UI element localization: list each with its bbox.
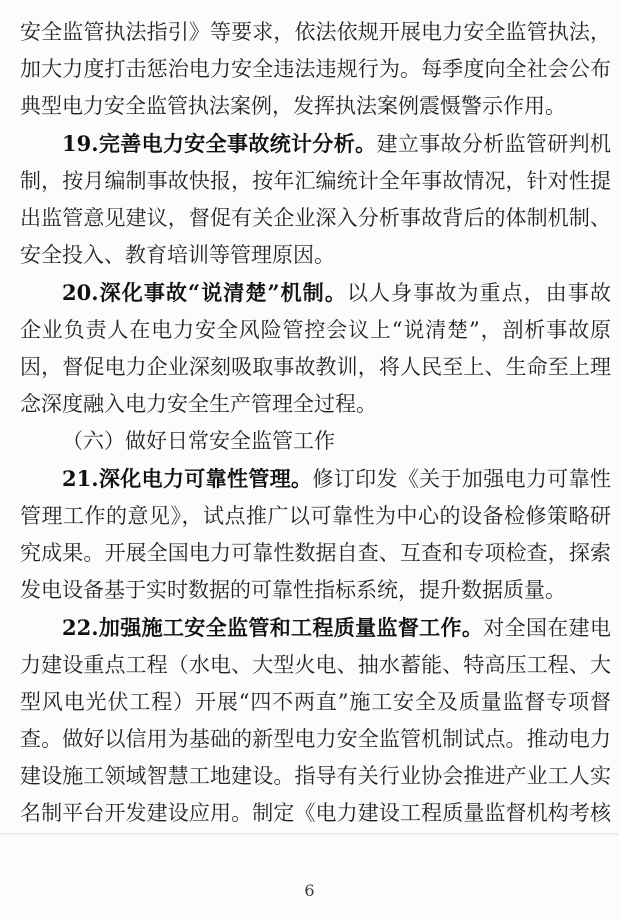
text-segment: 念深度融入电力安全生产管理全过程。 <box>20 392 377 416</box>
paragraph-item-21 <box>20 460 611 609</box>
item-21-heading: 21.深化电力可靠性管理。 <box>62 466 313 491</box>
text-segment: 型风电光伏工程）开展“四不两直”施工安全及质量监督专项督 <box>20 690 611 714</box>
text-segment: （六）做好日常安全监管工作 <box>62 429 335 453</box>
doc-line <box>20 349 611 386</box>
text-segment: 因，督促电力企业深刻吸取事故教训，将人民至上、生命至上理 <box>20 355 611 379</box>
doc-line <box>20 795 611 832</box>
doc-line <box>20 14 611 51</box>
doc-line <box>20 51 611 88</box>
page-body <box>20 14 611 832</box>
text-segment: 建立事故分析监管研判机 <box>376 132 611 156</box>
paragraph-item-22 <box>20 609 611 832</box>
doc-line <box>20 535 611 572</box>
doc-line <box>20 237 611 274</box>
text-segment: 查。做好以信用为基础的新型电力安全监管机制试点。推动电力 <box>20 727 611 751</box>
text-segment: 加大力度打击惩治电力安全违法违规行为。每季度向全社会公布 <box>20 57 611 81</box>
item-20-heading: 20.深化事故“说清楚”机制。 <box>62 280 347 305</box>
paragraph-18-continuation <box>20 14 611 125</box>
scan-artifact-line <box>0 833 619 835</box>
doc-line <box>20 609 611 647</box>
paragraph-item-19 <box>20 125 611 274</box>
doc-line <box>20 498 611 535</box>
text-segment: 修订印发《关于加强电力可靠性 <box>312 467 611 491</box>
text-segment: 力建设重点工程（水电、大型火电、抽水蓄能、特高压工程、大 <box>20 653 611 677</box>
doc-line <box>20 163 611 200</box>
doc-line <box>20 386 611 423</box>
doc-line <box>20 758 611 795</box>
text-segment: 名制平台开发建设应用。制定《电力建设工程质量监督机构考核 <box>20 801 611 825</box>
doc-line <box>20 572 611 609</box>
doc-line <box>20 274 611 312</box>
section-heading <box>20 423 611 460</box>
page-number: 6 <box>304 881 315 900</box>
text-segment: 制，按月编制事故快报，按年汇编统计全年事故情况，针对性提 <box>20 169 611 193</box>
doc-line <box>20 200 611 237</box>
item-22-heading: 22.加强施工安全监管和工程质量监督工作。 <box>62 615 484 640</box>
doc-line <box>20 721 611 758</box>
item-19-heading: 19.完善电力安全事故统计分析。 <box>62 131 377 156</box>
doc-line <box>20 312 611 349</box>
text-segment: 安全监管执法指引》等要求，依法依规开展电力安全监管执法， <box>20 20 611 44</box>
doc-line <box>20 88 611 125</box>
text-segment: 以人身事故为重点，由事故 <box>346 281 611 305</box>
text-segment: 典型电力安全监管执法案例，发挥执法案例震慑警示作用。 <box>20 94 566 118</box>
text-segment: 企业负责人在电力安全风险管控会议上“说清楚”，剖析事故原 <box>20 318 611 342</box>
text-segment: 建设施工领域智慧工地建设。指导有关行业协会推进产业工人实 <box>20 764 611 788</box>
text-segment: 发电设备基于实时数据的可靠性指标系统，提升数据质量。 <box>20 578 566 602</box>
doc-line <box>20 125 611 163</box>
paragraph-section-6 <box>20 423 611 460</box>
text-segment: 究成果。开展全国电力可靠性数据自查、互查和专项检查，探索 <box>20 541 611 565</box>
paragraph-item-20 <box>20 274 611 423</box>
text-segment: 管理工作的意见》，试点推广以可靠性为中心的设备检修策略研 <box>20 504 611 528</box>
text-segment: 对全国在建电 <box>483 616 611 640</box>
text-segment: 安全投入、教育培训等管理原因。 <box>20 243 335 267</box>
doc-line <box>20 647 611 684</box>
doc-line <box>20 460 611 498</box>
doc-line <box>20 684 611 721</box>
text-segment: 出监管意见建议，督促有关企业深入分析事故背后的体制机制、 <box>20 206 611 230</box>
